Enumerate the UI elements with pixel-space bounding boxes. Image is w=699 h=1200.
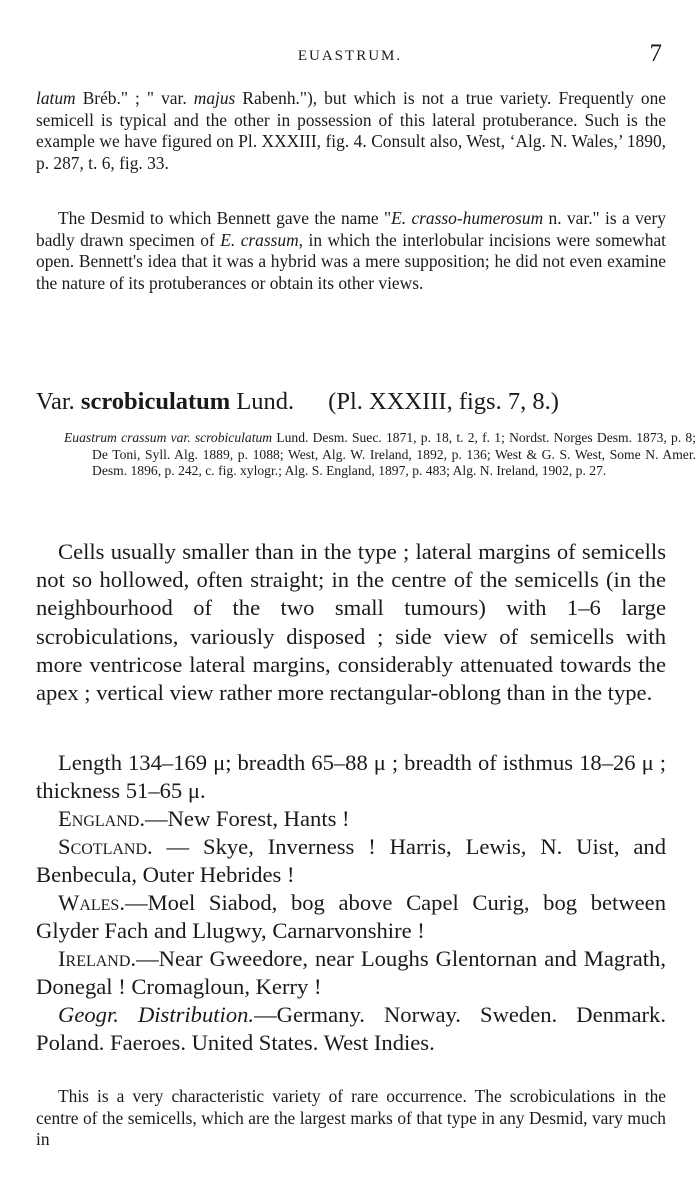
italic-text: E. crasso-humerosum — [391, 208, 544, 228]
variety-authority: Lund. — [230, 388, 295, 415]
region-label: England. — [58, 806, 145, 831]
running-title: EUASTRUM. — [297, 48, 403, 64]
region-text: —Germany. Norway. Sweden. Denmark. Poland. Faeroes. United States. West Indies. — [36, 1002, 666, 1056]
variety-name: scrobiculatum — [80, 388, 231, 415]
body-text: Lund. Desm. Suec. 1871, p. 18, t. 2, f. 1; Nordst. Norges Desm. 1873, p. 8; De Toni, Syll. Alg. 1889, p. 1088; West, Alg. W. Ireland, 1892, p. 136; West & G. S. West, Some N. Amer. Desm. 1896, p. 242, c. fig. xylogr.; Alg. S. England, 1897, p. 483; Alg. N. Ireland, 1902, p. 27. — [92, 430, 697, 479]
body-text: n. var." is a very badly drawn specimen of — [36, 208, 666, 250]
body-text: Rabenh."), but which is not a true variety. Frequently one semicell is typical and the other in possession of this lateral protuberance. Such is the example we have figured on Pl. XXXIII, fig. 4. Consult also, West, ‘Alg. N. Wales,’ 1890, p. 287, t. 6, fig. 33. — [36, 88, 666, 173]
variety-prefix: Var. — [36, 388, 81, 415]
locality-wales — [36, 889, 666, 945]
body-text: in which the interlobular incisions were somewhat open. Bennett's idea that it was a hybrid was a mere supposition; he did not even examine the nature of its protuberances or obtain its other views. — [36, 229, 666, 293]
region-text: —New Forest, Hants ! — [145, 806, 350, 831]
region-label: Geogr. Distribution. — [58, 1002, 255, 1027]
italic-text: majus — [193, 88, 236, 108]
locality-scotland — [36, 833, 666, 889]
italic-text: latum — [36, 88, 76, 108]
locality-england — [36, 805, 666, 833]
italic-text: Euastrum crassum var. scrobiculatum — [64, 430, 273, 445]
closing-paragraph: This is a very characteristic variety of rare occurrence. The scrobiculations in the centre of the semicells, which are the largest marks of that type in any Desmid, vary much in — [36, 1086, 666, 1150]
geographic-distribution — [36, 1001, 666, 1057]
measurements-paragraph: Length 134–169 μ; breadth 65–88 μ ; breadth of isthmus 18–26 μ ; thickness 51–65 μ. — [36, 750, 666, 804]
bennett-paragraph — [36, 208, 666, 294]
region-text: — Skye, Inverness ! Harris, Lewis, N. Uist, and Benbecula, Outer Hebrides ! — [36, 834, 666, 888]
region-text: —Moel Siabod, bog above Capel Curig, bog between Glyder Fach and Llugwy, Carnarvonshire ! — [36, 890, 666, 944]
region-label: Ireland. — [58, 946, 137, 971]
region-label: Scotland. — [58, 834, 153, 859]
body-text: Bréb." ; " var. — [75, 88, 194, 108]
description-paragraph: Cells usually smaller than in the type ; lateral margins of semicells not so hollowed, often straight; in the centre of the semicells (in the neighbourhood of the two small tumours) with 1–6 large scrobiculations, variously disposed ; side view of semicells with more ventricose lateral margins, considerably attenuated towards the apex ; vertical view rather more rectangular-oblong than in the type. — [36, 539, 666, 706]
region-text: —Near Gweedore, near Loughs Glentornan and Magrath, Donegal ! Cromagloun, Kerry ! — [36, 946, 666, 1000]
plate-reference: (Pl. XXXIII, figs. 7, 8.) — [328, 388, 559, 415]
locality-ireland — [36, 945, 666, 1001]
references-paragraph — [64, 430, 696, 480]
page-header — [36, 42, 664, 72]
italic-text: E. crassum, — [220, 229, 304, 250]
page-number: 7 — [649, 40, 662, 67]
continuation-paragraph — [36, 88, 666, 174]
variety-heading — [36, 387, 559, 417]
body-text: The Desmid to which Bennett gave the name " — [58, 208, 392, 228]
region-label: Wales. — [58, 890, 125, 915]
